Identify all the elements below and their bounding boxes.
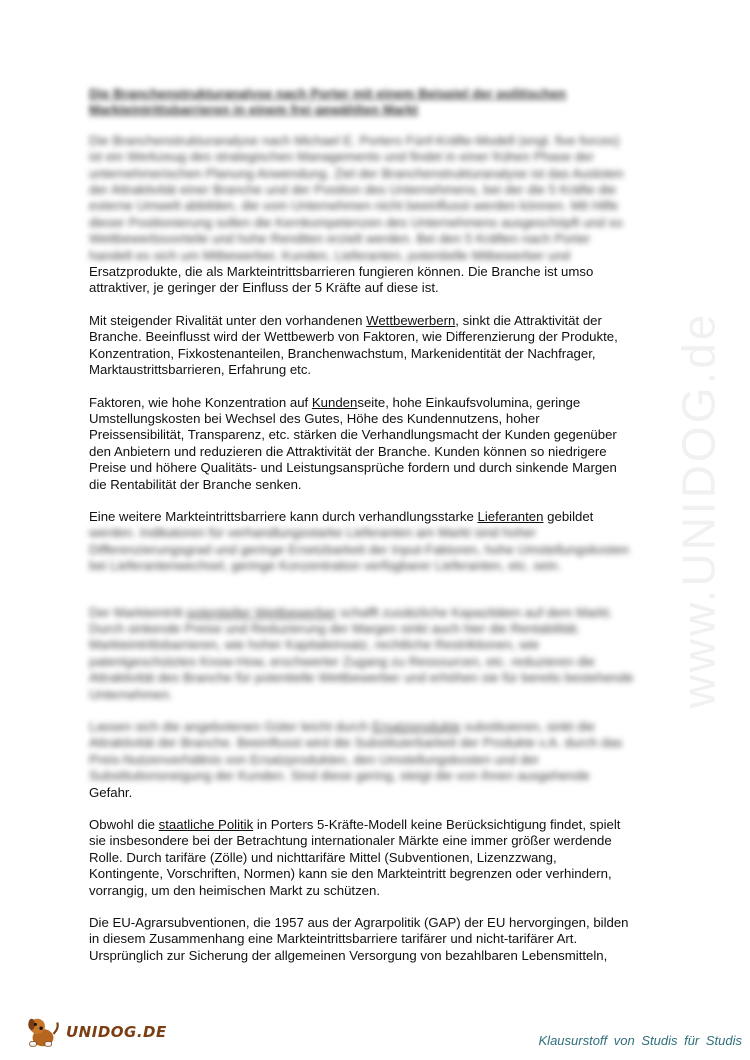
link-staatliche-politik[interactable]: staatliche Politik — [158, 817, 254, 833]
link-wettbewerbern[interactable]: Wettbewerbern — [366, 312, 456, 328]
intro-clear-text: Ersatzprodukte, die als Markteintrittsbarrieren fungieren können. Die Branche ist umso attraktiver, je geringer der Einfluss der 5 Kräfte auf diese ist. — [89, 264, 594, 296]
intro-blurred-text: Die Branchenstrukturanalyse nach Michael E. Porters Fünf-Kräfte-Modell (engl. five forces) ist ein Werkzeug des strategischen Managements und findet in einer frühen Phase der unternehmerischen Planung Anwendung. Ziel der Branchenstrukturanalyse ist das Ausloten der Attraktivität einer Branche und der Position des Unternehmens, bei der die 5 Kräfte die externe Umwelt abbilden, die vom Unternehmen nicht beeinflusst werden können. Mit Hilfe dieser Positionierung sollen die Kernkompetenzen des Unternehmens ausgeschöpft und so Wettbewerbsvorteile und hohe Renditen erzielt werden. Bei den 5 Kräften nach Porter handelt es sich um Mitbewerber, Kunden, Lieferanten, potentielle Mitbewerber und — [89, 132, 624, 263]
suppliers-blurred-text: werden. Indikatoren für verhandlungsstarke Lieferanten am Markt sind hoher Differenzierungsgrad und geringe Ersetzbarkeit der Input-Faktoren, hohe Umstellungskosten bei Lieferantenwechsel, geringe Konzentration verfügbarer Lieferanten, etc. sein. — [89, 525, 630, 574]
document-title: Die Branchenstrukturanalyse nach Porter mit einem Beispiel der politischen Markteintrittsbarrieren in einem frei gewählten Markt — [89, 86, 567, 118]
link-kunden[interactable]: Kunden — [311, 394, 358, 410]
document-body — [89, 86, 634, 980]
politics-text-before: Obwohl die — [89, 817, 159, 833]
entrants-text-before: Der Markteintritt — [89, 604, 187, 620]
suppliers-text-before: Eine weitere Markteintrittsbarriere kann durch verhandlungsstarke — [89, 508, 478, 524]
rivalry-text-after: , sinkt die Attraktivität der Branche. Beeinflusst wird der Wettbewerb von Faktoren, wie Differenzierung der Produkte, Konzentration, Fixkostenanteilen, Branchenwachstum, Markenidentität der Nachfrager, Marktaustrittsbarrieren, Erfahrung etc. — [89, 312, 618, 378]
paragraph-eu-subsidies: Die EU-Agrarsubventionen, die 1957 aus der Agrarpolitik (GAP) der EU hervorgingen, bilden in diesem Zusammenhang eine Markteintrittsbarriere tarifärer und nicht-tarifärer Art. Ursprünglich zur Sicherung der allgemeinen Versorgung von bezahlbaren Lebensmitteln, — [89, 915, 629, 963]
paragraph-politics — [89, 817, 634, 899]
paragraph-substitutes — [89, 719, 634, 801]
link-ersatzprodukte[interactable]: Ersatzprodukte — [371, 719, 461, 734]
politics-text-after: in Porters 5-Kräfte-Modell keine Berücksichtigung findet, spielt sie insbesondere bei der Betrachtung internationaler Märkte eine immer größer werdende Rolle. Durch tarifäre (Zölle) und nichttarifäre Mittel (Subventionen, Lizenzzwang, Kontingente, Vorschriften, Normen) kann sie den Markteintritt begrenzen oder verhindern, vorrangig, um den heimischen Markt zu schützen. — [89, 817, 621, 898]
watermark-text: www.UNIDOG.de — [672, 311, 725, 709]
substitutes-blurred-text — [89, 719, 634, 785]
suppliers-clear-line — [89, 509, 634, 525]
footer-tagline: Klausurstoff von Studis für Studis — [538, 1033, 742, 1048]
paragraph-intro — [89, 133, 634, 297]
customers-text-before: Faktoren, wie hohe Konzentration auf — [89, 394, 312, 410]
dog-mascot-icon — [24, 1013, 62, 1051]
paragraph-rivalry — [89, 313, 634, 379]
unidog-logo[interactable] — [24, 1012, 167, 1052]
logo-text: UNIDOG.DE — [66, 1023, 167, 1041]
paragraph-entrants — [89, 605, 634, 703]
substitutes-text-after: substituieren, sinkt die Attraktivität der Branche. Beeinflusst wird die Substituierbarkeit der Produkte v.A. durch das Preis-Nutzenverhältnis von Ersatzprodukten, den Umstellungskosten und der Substitutionsneigung der Kunden. Sind diese gering, steigt die von ihnen ausgehende — [89, 719, 623, 784]
rivalry-text-before: Mit steigender Rivalität unter den vorhandenen — [89, 312, 367, 328]
substitutes-text-before: Lassen sich die angebotenen Güter leicht durch — [89, 719, 372, 734]
link-potentieller-wettbewerber[interactable]: potentieller Wettbewerber — [186, 604, 337, 620]
suppliers-text-after: gebildet — [543, 508, 594, 524]
link-lieferanten[interactable]: Lieferanten — [477, 508, 544, 524]
entrants-text-after: schafft zusätzliche Kapazitäten auf dem Markt. Durch sinkende Preise und Reduzierung der Margen sinkt auch hier die Rentabilität. Markteintrittsbarrieren, wie hoher Kapitaleinsatz, rechtliche Restriktionen, wie patentgeschütztes Know-How, erschwerter Zugang zu Ressourcen, etc. reduzieren die Attraktivität des Branche für potentielle Wettbewerber und erhöhen sie für bereits bestehende Unternehmen. — [89, 604, 634, 702]
customers-text-after: seite, hohe Einkaufsvolumina, geringe Umstellungskosten bei Wechsel des Gutes, Höhe des Kundennutzens, hoher Preissensibilität, Transparenz, etc. stärken die Verhandlungsmacht der Kunden gegenüber den Anbietern und reduzieren die Attraktivität der Branche. Kunden können so niedrigere Preise und höhere Qualitäts- und Leistungsansprüche fordern und durch sinkende Margen die Rentabilität der Branche senken. — [89, 394, 617, 492]
substitutes-clear-text: Gefahr. — [89, 784, 133, 800]
watermark — [648, 280, 748, 740]
paragraph-suppliers — [89, 509, 634, 575]
paragraph-customers — [89, 395, 634, 493]
